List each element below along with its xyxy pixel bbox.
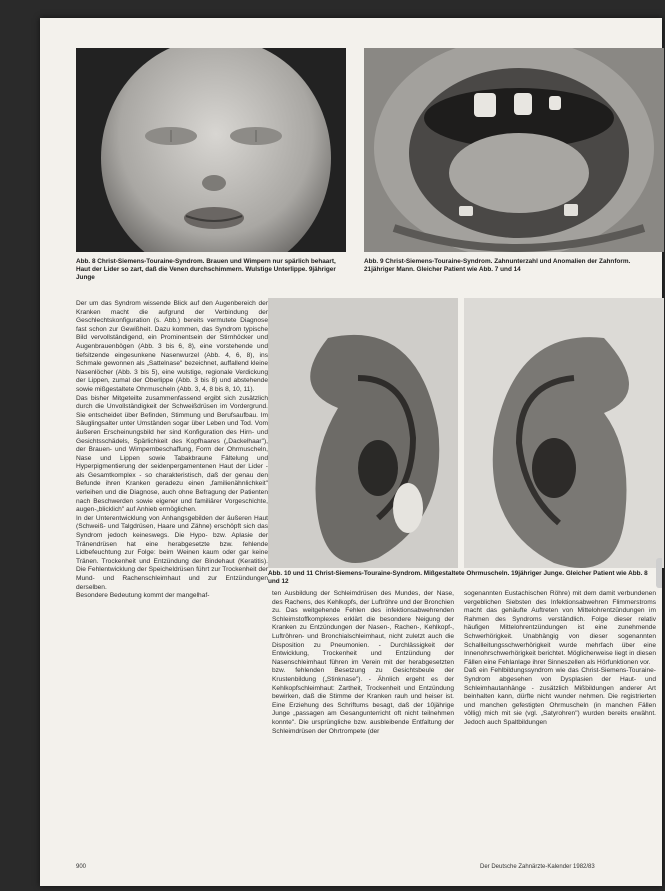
journal-footer: Der Deutsche Zahnärzte-Kalender 1982/83 — [480, 864, 595, 870]
left-ear-image — [268, 298, 458, 568]
ear-photo-right — [464, 298, 664, 568]
page-number: 900 — [76, 864, 87, 870]
text-column-right: sogenannten Eustachischen Röhre) mit dem damit verbundenen vergeblichen Siebsten des Infektionsabwehren Flimmerstroms macht das gehäufte Auftreten von Mittelohrentzündungen im Rahmen des Syndroms verständlich. Folge dieser relativ häufigen Mittelohrentzündungen ist eine zunehmende Schwerhörigkeit. Unabhängig von dieser sogenannten Schallleitungsschwerhörigkeit wurde mehrfach über eine Innenohrschwerhörigkeit berichtet. Möglicherweise liegt in diesen Fällen eine Fehlanlage ihrer Sinneszellen als Hörfunktionen vor. Daß ein Fehlbildungssyndrom wie das Christ-Siemens-Touraine-Syndrom abgesehen von Dysplasien der Haut- und Schleimhautanhänge - zusätzlich Mißbildungen anderer Art beinhalten kann, dürfte nicht wunder nehmen. Die registrierten und manchen gefestigten Ohrmuscheln (in manchen Fällen völlig) mich mit sie (vgl. „Satyrohren") wurden bereits erwähnt. Jedoch auch Spaltbildungen — [464, 590, 656, 726]
figure-10-11-caption: Abb. 10 und 11 Christ-Siemens-Touraine-Syndrom. Mißgestaltete Ohrmuscheln. 19jähriger Junge. Gleicher Patient wie Abb. 8 und 12 — [268, 570, 648, 585]
child-face-photo — [76, 48, 346, 252]
mouth-image — [364, 48, 664, 252]
face-image — [76, 48, 346, 252]
text-column-left: Der um das Syndrom wissende Blick auf den Augenbereich der Kranken macht die aufgrund der Verbindung der Geschlechtskonfiguration (s. Abb.) bereits vermutete Diagnose fast schon zur Gewißheit. Dazu kommen, das Syndrom typische Bild vervollständigend, ein Prominentsein der Stirnhöcker und Augenbrauenbögen (Abb. 3 bis 6, 8), eine vorstehende und tiefsitzende eingesunkene Nasenwurzel (Abb. 4, 6, 8), ins Schmale gewonnen als „Sattelnase" bezeichnet, auffallend kleine Nasenlöcher (Abb. 3 bis 5), eine wulstige, regionale Verdickung der Lippen, zumal der Oberlippe (Abb. 3 bis 8) und abstehende sowie mißgestaltete Ohrmuscheln (Abb. 3, 4, 8 bis 8, 10, 11). Das bisher Mitgeteilte zusammenfassend ergibt sich zusätzlich durch die Unvollständigkeit der Schweißdrüsen im Vordergrund. Sie entscheidet über Befinden, Stimmung und Berufsaufbau. Im Säuglingsalter unter Umständen sogar über Leben und Tod. Vom äußeren Erscheinungsbild her sind Konfiguration des Hirn- und Gesichtsschädels, Spärlichkeit des Kopfhaares („Dackelhaar"), der Brauen- und Wimpernbeschaffung, Form der Ohrmuscheln, Nase und Lippen sowie Tabakbraune Fältelung und Hyperpigmentierung der seidenpergamentenen Haut der Lider - als Gesamtkomplex - so charakteristisch, daß der genau den Befunde ihren Kranken geradezu einen „familienähnlichkeit" verleihen und die Diagnose, auch ohne Befragung der Patienten nach Beschwerden sowie eigener und familiärer Vorgeschichte, augen-„blicklich" auf Anhieb ermöglichen. In der Unterentwicklung von Anhangsgebilden der äußeren Haut (Schweiß- und Talgdrüsen, Haare und Zähne) erschöpft sich das Syndrom jedoch keineswegs. Die Hypo- bzw. Aplasie der Tränendrüsen hat eine herabgesetzte bzw. fehlende Lidbefeuchtung zur Folge: beim Weinen kaum oder gar keine Tränen. Trockenheit und Entzündung der Bindehaut (Keratitis). Die Fehlentwicklung der Speicheldrüsen führt zur Trockenheit der Mund- und Rachenschleimhaut und zur Entzündungen derselben. Besondere Bedeutung kommt der mangelhaf- — [76, 300, 268, 600]
journal-page — [40, 18, 662, 886]
ear-photo-left — [268, 298, 458, 568]
figure-9-caption: Abb. 9 Christ-Siemens-Touraine-Syndrom. Zahnunterzahl und Anomalien der Zahnform. 21jähriger Mann. Gleicher Patient wie Abb. 7 und 14 — [364, 258, 631, 273]
text-column-middle: ten Ausbildung der Schleimdrüsen des Mundes, der Nase, des Rachens, des Kehlkopfs, der Luftröhre und der Bronchien zu. Das weitgehende Fehlen des infektionsabwehrenden Schleimstoffkomplexes erklärt die besondere Neigung der Kranken zu Entzündungen der Nasen-, Rachen-, Kehlkopf-, Luftröhren- und Bronchialschleimhaut, nicht zuletzt auch die Disposition zu Pneumonien. - Durchlässigkeit der Entwicklung, Trockenheit und Entzündung der Nasenschleimhaut führen im Verein mit der herabgesetzten bzw. fehlenden Besetzung zu Gesichtsbeule der Krustenbildung („Stinknase"). - Ähnlich ergeht es der Kehlkopfschleimhaut: Zartheit, Trockenheit und Entzündung bewirken, daß die Stimme der Kranken rauh und heiser ist. Eine Erziehung des Schriftums besagt, daß der 10jährige Junge „passagen am Gesangunterricht oft nicht teilnehmen konnte". Die ursprüngliche bzw. ausbleibende Entfaltung der Schleimdrüsen der Ohrtrompete (der — [272, 590, 454, 735]
right-ear-image — [464, 298, 664, 568]
figure-8-caption: Abb. 8 Christ-Siemens-Touraine-Syndrom. Brauen und Wimpern nur spärlich behaart, Haut der Lider so zart, daß die Venen durchschimmern. Wulstige Unterlippe. 9jähriger Junge — [76, 258, 336, 281]
mouth-teeth-photo — [364, 48, 664, 252]
page-edge-tab — [656, 558, 662, 588]
